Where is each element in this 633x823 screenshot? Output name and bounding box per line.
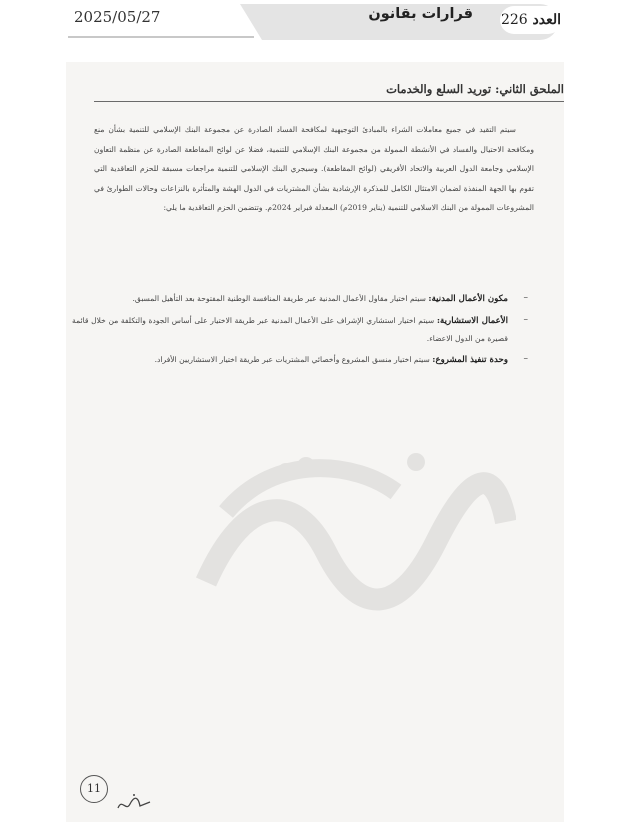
page-number: 11 — [80, 775, 108, 803]
scanned-page — [66, 62, 564, 822]
issue-label: العدد — [532, 12, 562, 28]
bullet-dash: – — [523, 353, 528, 364]
item-text: سيتم اختيار مقاول الأعمال المدنية عبر طريقة المنافسة الوطنية المفتوحة بعد التأهيل المسبق. — [132, 294, 429, 303]
annex-title: الملحق الثاني: توريد السلع والخدمات — [94, 82, 564, 102]
item-term: وحدة تنفيذ المشروع: — [432, 354, 508, 365]
issue-number: 226 — [500, 12, 528, 28]
list-item — [72, 312, 534, 348]
handwritten-signature — [114, 790, 154, 816]
item-text: سيتم اختيار استشاري الإشراف على الأعمال المدنية عبر طريقة الاختيار على أساس الجودة والتكلفة من خلال قائمة قصيرة من الدول الاعضاء. — [72, 315, 508, 343]
section-title: قرارات بقانون — [368, 6, 473, 22]
item-term: مكون الأعمال المدنية: — [428, 294, 508, 304]
bullet-dash: – — [523, 293, 528, 303]
issue-badge — [500, 6, 562, 34]
page-header — [0, 0, 633, 44]
header-divider — [68, 36, 254, 38]
list-item — [72, 290, 534, 309]
bullet-dash: – — [523, 314, 528, 325]
intro-paragraph: سيتم التقيد في جميع معاملات الشراء بالمبادئ التوجيهية لمكافحة الفساد الصادرة عن مجموعة البنك الإسلامي للتنمية بشأن منع ومكافحة الاحتيال والفساد في الأنشطة الممولة من مجموعة البنك الإسلامي للتنمية، فضلا عن لوائح المقاطعة الصادرة عن منظمة التعاون الإسلامي وجامعة الدول العربية والاتحاد الأفريقي (لوائح المقاطعة). وسيجري البنك الإسلامي للتنمية مراجعات مسبقة للحزم التعاقدية التي تقوم بها الجهة المنفذة لضمان الامتثال الكامل للمذكرة الإرشادية بشأن المشتريات في الدول الهشة والمتأثرة بالنزاعات وحالات الطوارئ في المشروعات الممولة من البنك الاسلامي للتنمية (يناير 2019م) المعدلة فبراير 2024م. وتتضمن الحزم التعاقدية ما يلي: — [94, 125, 534, 212]
item-text: سيتم اختيار منسق المشروع وأخصائي المشتريات عبر طريقة اختيار الاستشاريين الأفراد. — [154, 354, 433, 364]
list-item — [72, 351, 534, 370]
contract-packages-list — [72, 290, 534, 372]
watermark-logo — [186, 432, 516, 632]
item-term: الأعمال الاستشارية: — [436, 315, 508, 326]
publication-date: 2025/05/27 — [74, 8, 161, 26]
